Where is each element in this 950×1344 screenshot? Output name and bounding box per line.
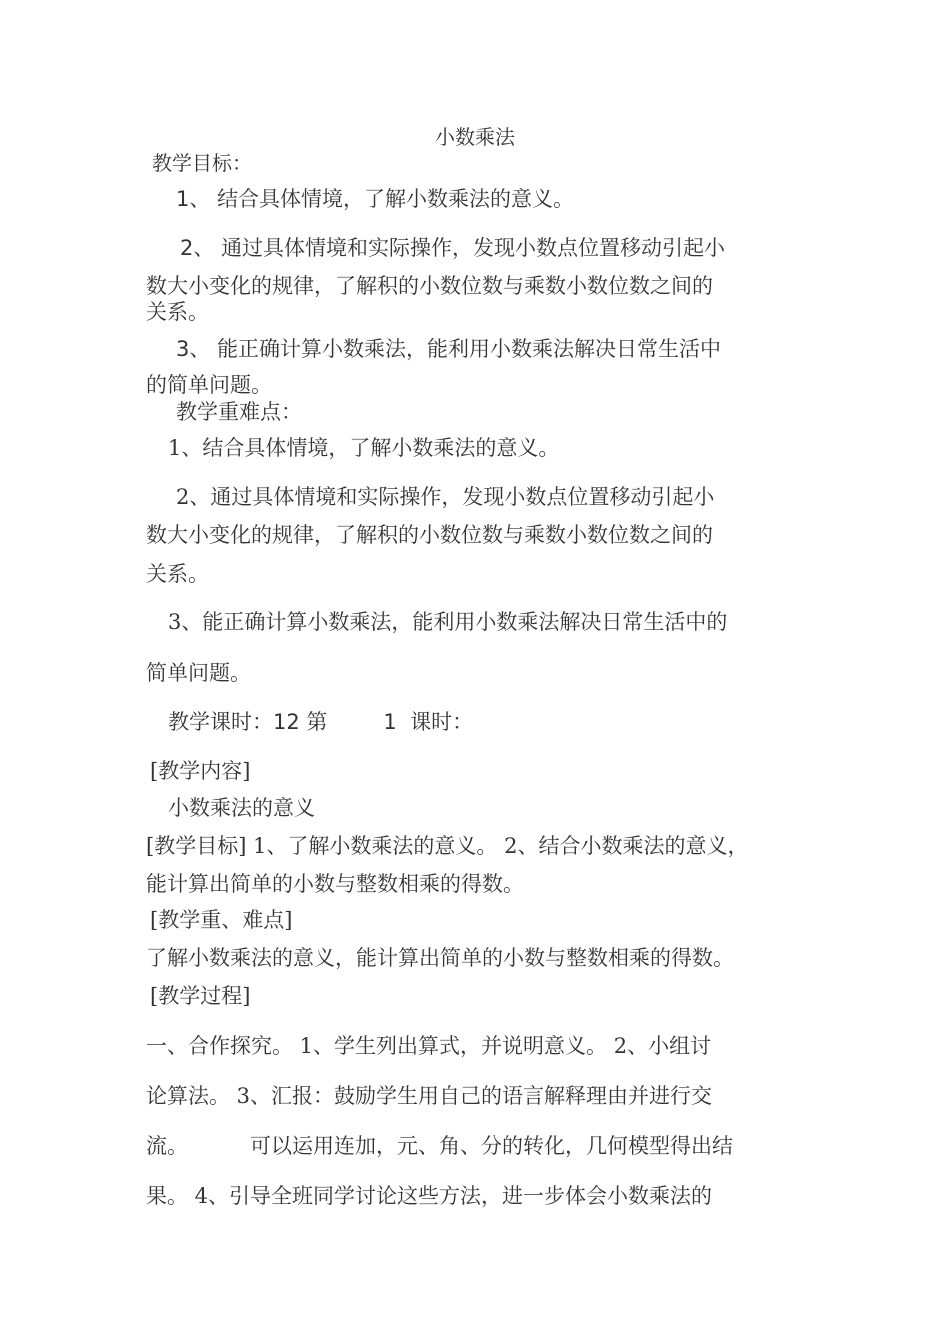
process-line-2: 论算法。 3、汇报：鼓励学生用自己的语言解释理由并进行交: [146, 1084, 713, 1108]
objective-3: [176, 334, 721, 364]
key-point-2-cont2: 关系。: [146, 562, 209, 586]
periods-di: 第: [306, 710, 328, 734]
document-title: 小数乘法: [435, 125, 515, 149]
process-line-3: [146, 1131, 733, 1161]
process-line-3b: 可以运用连加，元、角、分的转化，几何模型得出结: [250, 1134, 733, 1158]
objective-3-text: 能正确计算小数乘法，能利用小数乘法解决日常生活中: [217, 337, 722, 361]
periods-current: 1: [383, 710, 397, 734]
periods-total: 12: [273, 710, 300, 734]
periods-suffix: 课时：: [410, 710, 474, 734]
objectives-heading: 教学目标：: [152, 151, 252, 175]
process-line-4: 果。 4、引导全班同学讨论这些方法，进一步体会小数乘法的: [146, 1184, 713, 1208]
difficulty-heading: [教学重、难点]: [150, 908, 293, 932]
key-point-1: 1、结合具体情境，了解小数乘法的意义。: [168, 436, 560, 460]
objective-2-number: 2、: [180, 236, 215, 260]
periods-label: 教学课时：: [168, 710, 273, 734]
objective-1-number: 1、: [176, 187, 211, 211]
goals-line-1: [教学目标] 1、了解小数乘法的意义。 2、结合小数乘法的意义，: [146, 834, 749, 858]
objective-3-cont: 的简单问题。: [146, 373, 272, 397]
process-heading: [教学过程]: [150, 984, 251, 1008]
objective-1: [176, 184, 574, 214]
process-line-1: 一、合作探究。 1、学生列出算式，并说明意义。 2、小组讨: [146, 1034, 712, 1058]
content-heading: [教学内容]: [150, 759, 251, 783]
key-point-3: 3、能正确计算小数乘法，能利用小数乘法解决日常生活中的: [168, 610, 728, 634]
objective-2-cont: 数大小变化的规律，了解积的小数位数与乘数小数位数之间的: [146, 274, 713, 298]
objective-2: [180, 233, 725, 263]
key-points-heading: 教学重难点：: [176, 400, 302, 424]
class-periods: [168, 707, 473, 737]
difficulty-text: 了解小数乘法的意义，能计算出简单的小数与整数相乘的得数。: [146, 946, 734, 970]
key-point-3-cont: 简单问题。: [146, 661, 251, 685]
objective-3-number: 3、: [176, 337, 211, 361]
objective-2-text: 通过具体情境和实际操作，发现小数点位置移动引起小: [221, 236, 726, 260]
key-point-2-cont: 数大小变化的规律，了解积的小数位数与乘数小数位数之间的: [146, 523, 713, 547]
process-line-3a: 流。: [146, 1134, 188, 1158]
goals-line-2: 能计算出简单的小数与整数相乘的得数。: [146, 872, 524, 896]
content-text: 小数乘法的意义: [168, 796, 315, 820]
objective-1-text: 结合具体情境，了解小数乘法的意义。: [217, 187, 575, 211]
key-point-2: 2、通过具体情境和实际操作，发现小数点位置移动引起小: [176, 485, 715, 509]
objective-2-cont2: 关系。: [146, 300, 209, 324]
